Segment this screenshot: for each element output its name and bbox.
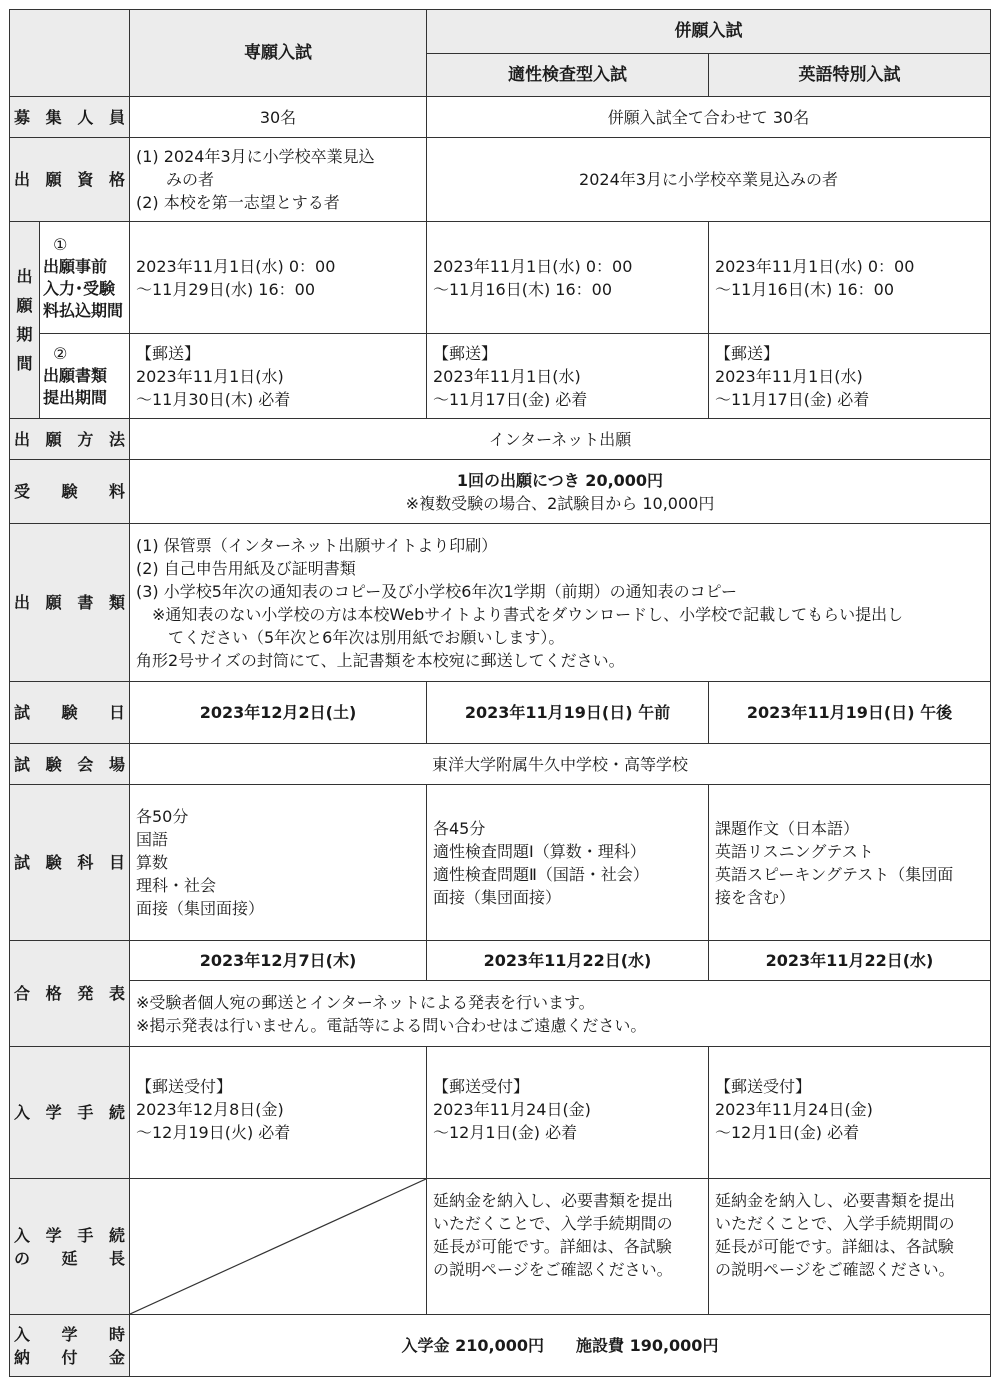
kamoku-tekisei	[427, 785, 709, 941]
shikenbi-label-char: 験	[61, 703, 78, 722]
shikaku-sengan-line: (2) 本校を第一志望とする者	[136, 193, 340, 212]
tetsuzuki-eigo-line: 【郵送受付】	[715, 1077, 812, 1096]
encho-label-char: 手	[77, 1225, 94, 1245]
shikaku-sengan-line: みの者	[166, 170, 215, 189]
encho-eigo-line: 延納金を納入し、必要書類を提出	[715, 1191, 956, 1210]
kikan-sub1-num: ①	[53, 234, 68, 254]
shikaku-sengan	[130, 138, 427, 222]
kikan-sub1-label-line: 料払込期間	[43, 300, 124, 320]
tetsuzuki-label-char: 入	[14, 1103, 31, 1122]
tetsuzuki-label-char: 学	[45, 1103, 62, 1122]
kaijo-label-char: 試	[14, 754, 31, 774]
shorui-line: (2) 自己申告用紙及び証明書類	[136, 558, 356, 578]
kamoku-eigo	[709, 785, 991, 941]
label-encho	[10, 1179, 130, 1315]
encho-tekisei-line: 延納金を納入し、必要書類を提出	[433, 1191, 674, 1210]
ryo-line1: 1回の出願につき 20,000円	[456, 470, 664, 490]
encho-label-char: 続	[108, 1225, 125, 1245]
happyo-note: ※掲示発表は行いません。電話等による問い合わせはご遠慮ください。	[136, 1015, 647, 1035]
nofu-label-char: 付	[61, 1347, 78, 1367]
label-houhou	[10, 419, 130, 460]
kamoku-label-char: 試	[14, 853, 31, 872]
kamoku-eigo-line: 英語スピーキングテスト（集団面	[715, 864, 954, 884]
shorui-label-char: 類	[108, 593, 125, 612]
kamoku-label-char: 目	[108, 853, 125, 872]
kamoku-label-char: 科	[77, 853, 94, 872]
happyo-sengan: 2023年12月7日(木)	[130, 941, 427, 981]
kaijo-label-char: 験	[45, 754, 62, 774]
kamoku-label-char: 験	[45, 853, 62, 872]
label-ryo	[10, 460, 130, 524]
kamoku-sengan-line: 各50分	[136, 807, 189, 826]
houhou-label-char: 法	[108, 429, 125, 449]
diagonal-line	[130, 1179, 426, 1314]
houhou-label-char: 願	[45, 429, 62, 449]
happyo-label-char: 格	[45, 984, 62, 1003]
happyo-label-char: 合	[14, 984, 31, 1003]
kikan-label-char: 願	[16, 296, 33, 315]
label-kikan-sub1	[40, 222, 130, 334]
kaijo-value: 東洋大学附属牛久中学校・高等学校	[130, 744, 991, 785]
encho-tekisei-line: の説明ページをご確認ください。	[433, 1260, 673, 1279]
encho-eigo-line: の説明ページをご確認ください。	[715, 1260, 955, 1279]
tetsuzuki-label-char: 続	[108, 1103, 125, 1122]
encho-label-char: 学	[45, 1225, 62, 1245]
encho-label-char: の	[14, 1248, 31, 1268]
kikan-sub1-label-line: 入力･受験	[43, 278, 116, 298]
happyo-label-char: 表	[108, 984, 125, 1003]
kaijo-label-char: 場	[108, 754, 125, 774]
kikan1-tekisei	[427, 222, 709, 334]
kamoku-sengan-line: 国語	[136, 830, 169, 849]
kikan-sub2-label-line: 出願書類	[43, 366, 108, 385]
kamoku-eigo-line: 英語リスニングテスト	[715, 841, 874, 861]
header-eigo: 英語特別入試	[709, 54, 991, 97]
label-shorui	[10, 524, 130, 682]
tetsuzuki-eigo	[709, 1047, 991, 1179]
kamoku-sengan	[130, 785, 427, 941]
kikan1-eigo	[709, 222, 991, 334]
nofu-value: 入学金 210,000円 施設費 190,000円	[130, 1315, 991, 1377]
kikan2-tekisei-line: 【郵送】	[433, 343, 498, 363]
kamoku-tekisei-line: 面接（集団面接）	[433, 887, 562, 907]
shorui-line: ※通知表のない小学校の方は本校Webサイトより書式をダウンロードし、小学校で記載してもらい提出し	[152, 604, 904, 624]
boshu-label-char: 募	[14, 107, 31, 127]
nofu-label-char: 入	[14, 1324, 31, 1344]
kikan1-sengan-line: ～11月29日(水) 16：00	[136, 279, 316, 299]
header-tekisei: 適性検査型入試	[427, 54, 709, 97]
happyo-tekisei: 2023年11月22日(水)	[427, 941, 709, 981]
encho-tekisei-line: いただくことで、入学手続期間の	[433, 1214, 673, 1233]
tetsuzuki-eigo-line: ～12月1日(金) 必着	[715, 1123, 860, 1142]
shikenbi-label-char: 試	[14, 703, 31, 722]
happyo-label-char: 発	[77, 984, 94, 1003]
boshu-label-char: 集	[45, 107, 62, 127]
kikan2-tekisei-line: 2023年11月1日(水)	[433, 366, 581, 386]
label-shikenbi	[10, 682, 130, 744]
nofu-label-char: 学	[61, 1324, 78, 1344]
header-blank	[10, 10, 130, 97]
encho-tekisei-line: 延長が可能です。詳細は、各試験	[433, 1237, 672, 1256]
kikan-label-char: 出	[16, 267, 33, 286]
kikan-label-char: 期	[16, 325, 33, 344]
kikan2-eigo-line: 【郵送】	[715, 343, 780, 363]
label-kikan-sub2	[40, 334, 130, 419]
kikan-sub2-label-line: 提出期間	[43, 388, 108, 407]
encho-label-char: 入	[14, 1225, 31, 1245]
kamoku-eigo-line: 接を含む）	[715, 887, 796, 907]
shikenbi-sengan: 2023年12月2日(土)	[130, 682, 427, 744]
kamoku-sengan-line: 算数	[136, 853, 169, 872]
header-sengan: 専願入試	[130, 10, 427, 97]
kikan1-tekisei-line: 2023年11月1日(水) 0：00	[433, 256, 633, 276]
ryo-label-char: 料	[108, 482, 125, 501]
shikaku-label-char: 資	[77, 170, 94, 189]
kamoku-tekisei-line: 各45分	[433, 818, 486, 838]
houhou-label-char: 方	[77, 429, 94, 449]
tetsuzuki-sengan-line: 2023年12月8日(金)	[136, 1100, 284, 1119]
label-kamoku	[10, 785, 130, 941]
label-kikan	[10, 222, 40, 419]
tetsuzuki-tekisei-line: 【郵送受付】	[433, 1077, 530, 1096]
shorui-line: 角形2号サイズの封筒にて、上記書類を本校宛に郵送してください。	[136, 650, 625, 670]
boshu-sengan: 30名	[130, 97, 427, 138]
tetsuzuki-tekisei-line: 2023年11月24日(金)	[433, 1100, 591, 1119]
shikenbi-tekisei: 2023年11月19日(日) 午前	[427, 682, 709, 744]
tetsuzuki-sengan-line: ～12月19日(火) 必着	[136, 1123, 291, 1142]
encho-label-char: 長	[108, 1248, 125, 1268]
tetsuzuki-eigo-line: 2023年11月24日(金)	[715, 1100, 873, 1119]
encho-label-char: 延	[61, 1248, 78, 1268]
ryo-line2: ※複数受験の場合、2試験目から 10,000円	[405, 493, 715, 513]
label-tetsuzuki	[10, 1047, 130, 1179]
kikan2-tekisei-line: ～11月17日(金) 必着	[433, 389, 588, 409]
shorui-line: (1) 保管票（インターネット出願サイトより印刷）	[136, 535, 498, 555]
shikaku-sengan-line: (1) 2024年3月に小学校卒業見込	[136, 147, 375, 166]
tetsuzuki-sengan-line: 【郵送受付】	[136, 1077, 233, 1096]
kikan1-tekisei-line: ～11月16日(木) 16：00	[433, 279, 613, 299]
kikan2-eigo-line: 2023年11月1日(水)	[715, 366, 863, 386]
encho-eigo-line: 延長が可能です。詳細は、各試験	[715, 1237, 954, 1256]
encho-tekisei	[427, 1179, 709, 1315]
shorui-value	[130, 524, 991, 682]
kikan1-sengan	[130, 222, 427, 334]
encho-eigo	[709, 1179, 991, 1315]
houhou-label-char: 出	[14, 429, 31, 449]
kamoku-tekisei-line: 適性検査問題Ⅰ（算数・理科）	[433, 841, 646, 861]
happyo-eigo: 2023年11月22日(水)	[709, 941, 991, 981]
kikan2-sengan-line: 2023年11月1日(水)	[136, 366, 284, 386]
tetsuzuki-tekisei	[427, 1047, 709, 1179]
kikan-sub1-label-line: 出願事前	[43, 256, 108, 276]
shikaku-heigan: 2024年3月に小学校卒業見込みの者	[427, 138, 991, 222]
kikan2-sengan-line: 【郵送】	[136, 343, 201, 363]
shorui-label-char: 書	[77, 593, 94, 612]
kamoku-eigo-line: 課題作文（日本語）	[715, 818, 860, 838]
kaijo-label-char: 会	[77, 754, 94, 774]
boshu-label-char: 員	[108, 107, 125, 127]
admission-table	[9, 9, 991, 1377]
ryo-label-char: 験	[61, 482, 78, 501]
tetsuzuki-tekisei-line: ～12月1日(金) 必着	[433, 1123, 578, 1142]
boshu-label-char: 人	[77, 107, 94, 127]
houhou-value: インターネット出願	[130, 419, 991, 460]
kamoku-sengan-line: 理科・社会	[136, 876, 217, 895]
tetsuzuki-label-char: 手	[77, 1103, 94, 1122]
kikan1-eigo-line: ～11月16日(木) 16：00	[715, 279, 895, 299]
shorui-line: (3) 小学校5年次の通知表のコピー及び小学校6年次1学期（前期）の通知表のコピー	[136, 581, 738, 601]
kikan2-eigo	[709, 334, 991, 419]
tetsuzuki-sengan	[130, 1047, 427, 1179]
shikaku-label-char: 願	[45, 170, 62, 189]
encho-eigo-line: いただくことで、入学手続期間の	[715, 1214, 955, 1233]
ryo-value	[130, 460, 991, 524]
label-shikaku	[10, 138, 130, 222]
nofu-label-char: 納	[14, 1347, 31, 1367]
label-happyo	[10, 941, 130, 1047]
kikan2-tekisei	[427, 334, 709, 419]
happyo-notes	[130, 981, 991, 1047]
kamoku-tekisei-line: 適性検査問題Ⅱ（国語・社会）	[433, 864, 649, 884]
kikan2-sengan	[130, 334, 427, 419]
kikan2-eigo-line: ～11月17日(金) 必着	[715, 389, 870, 409]
kikan2-sengan-line: ～11月30日(木) 必着	[136, 389, 291, 409]
shikenbi-eigo: 2023年11月19日(日) 午後	[709, 682, 991, 744]
shikaku-label-char: 出	[14, 170, 31, 189]
kamoku-sengan-line: 面接（集団面接）	[136, 899, 265, 918]
label-kaijo	[10, 744, 130, 785]
label-boshu	[10, 97, 130, 138]
shorui-label-char: 出	[14, 593, 31, 612]
encho-sengan-na	[130, 1179, 427, 1315]
kikan-sub2-num: ②	[53, 344, 68, 363]
nofu-label-char: 時	[108, 1324, 125, 1344]
nofu-label-char: 金	[108, 1347, 125, 1367]
boshu-heigan: 併願入試全て合わせて 30名	[427, 97, 991, 138]
shorui-label-char: 願	[45, 593, 62, 612]
kikan-label-char: 間	[16, 354, 33, 373]
header-heigan: 併願入試	[427, 10, 991, 54]
happyo-note: ※受験者個人宛の郵送とインターネットによる発表を行います。	[136, 992, 595, 1012]
shikaku-label-char: 格	[108, 170, 125, 189]
shorui-line: てください（5年次と6年次は別用紙でお願いします）。	[168, 627, 565, 647]
label-nofu	[10, 1315, 130, 1377]
shikenbi-label-char: 日	[108, 703, 125, 722]
kikan1-eigo-line: 2023年11月1日(水) 0：00	[715, 256, 915, 276]
ryo-label-char: 受	[14, 482, 31, 501]
kikan1-sengan-line: 2023年11月1日(水) 0：00	[136, 256, 336, 276]
